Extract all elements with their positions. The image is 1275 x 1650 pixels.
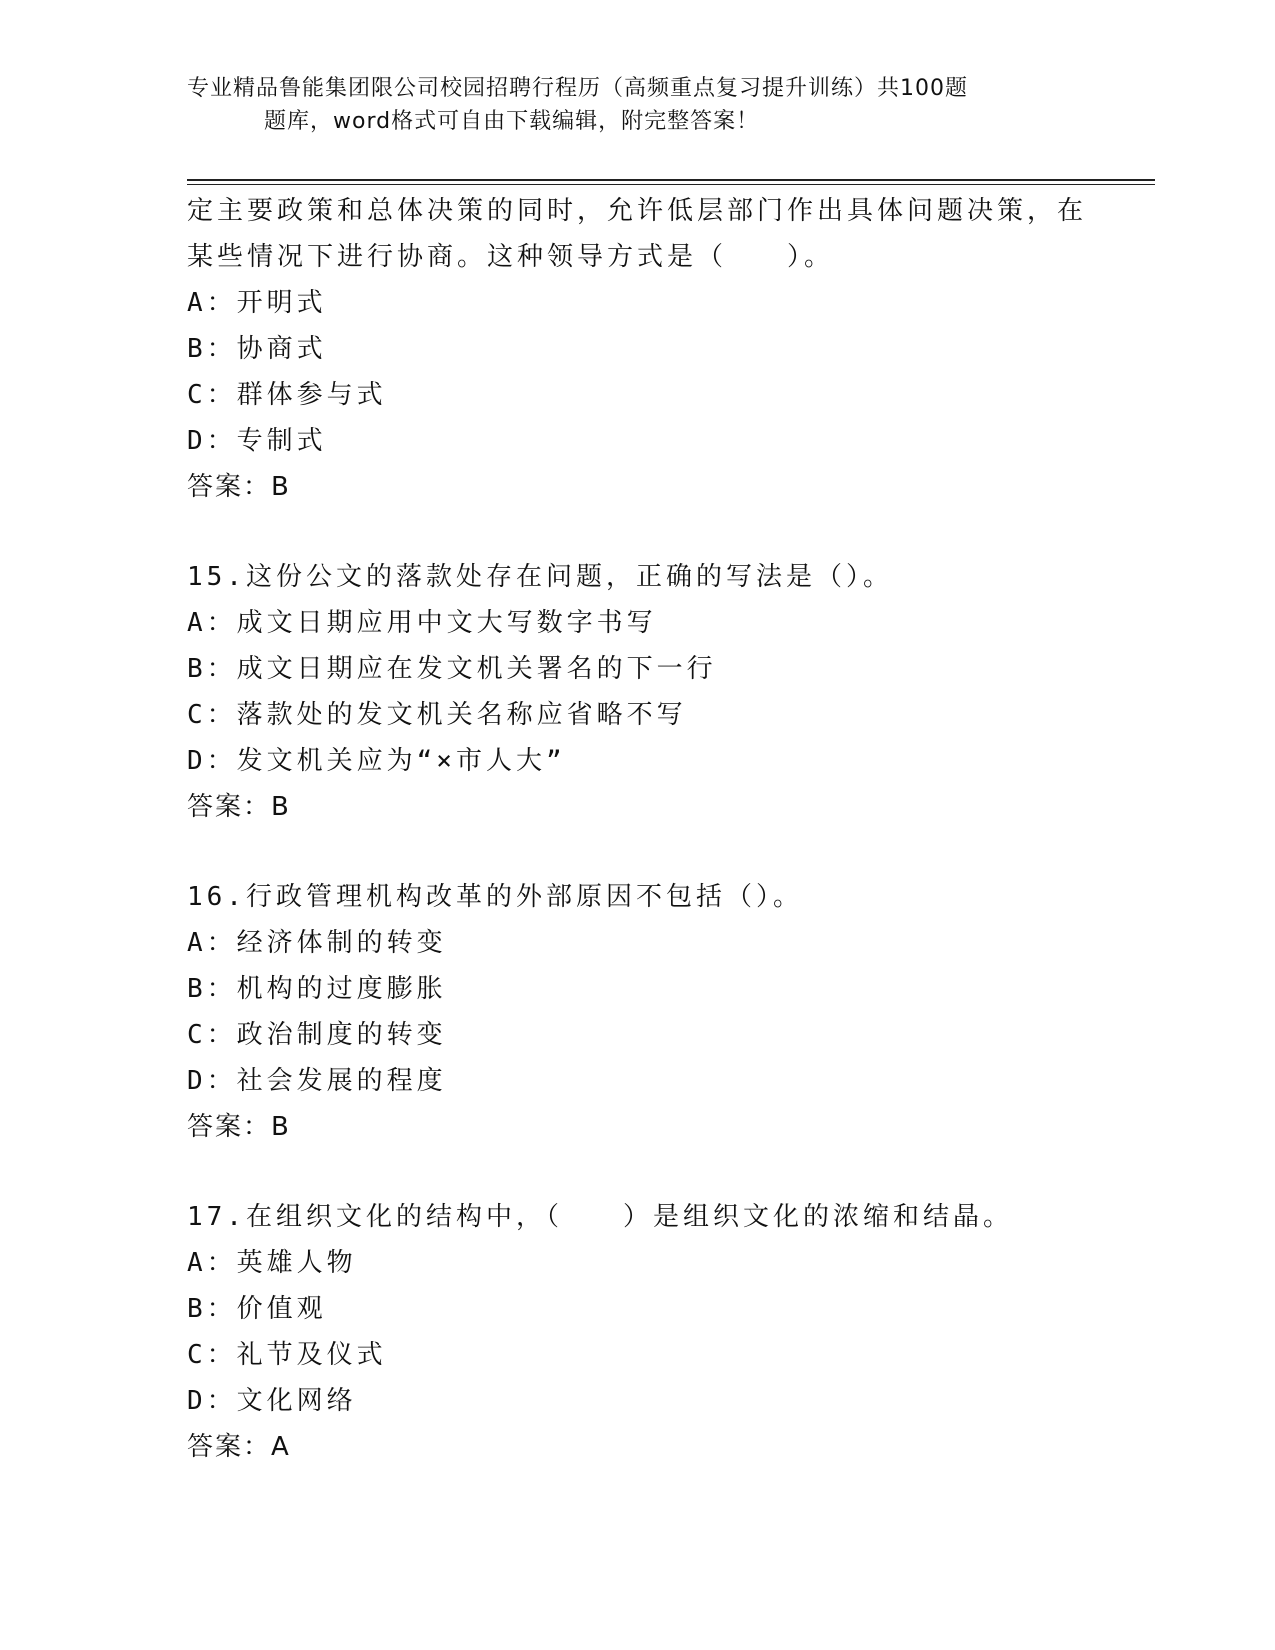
spacer [187, 830, 1147, 874]
header-title-line2: 题库，word格式可自由下载编辑，附完整答案！ [264, 109, 760, 134]
option-d: D：发文机关应为“×市人大” [187, 746, 566, 776]
option-d: D：专制式 [187, 426, 327, 456]
option-b: B：机构的过度膨胀 [187, 974, 447, 1004]
option-b: B：成文日期应在发文机关署名的下一行 [187, 654, 717, 684]
option-b: B：协商式 [187, 334, 327, 364]
option-c: C：礼节及仪式 [187, 1340, 387, 1370]
document-header [187, 72, 1087, 138]
question-stem-line: 定主要政策和总体决策的同时，允许低层部门作出具体问题决策，在 [187, 196, 1088, 226]
question-stem-line: 某些情况下进行协商。这种领导方式是（ ）。 [187, 242, 835, 272]
option-d: D：文化网络 [187, 1386, 357, 1416]
header-divider-thin [187, 184, 1155, 185]
header-title-line1: 专业精品鲁能集团限公司校园招聘行程历（高频重点复习提升训练）共100题 [187, 76, 968, 101]
option-c: C：群体参与式 [187, 380, 387, 410]
option-b: B：价值观 [187, 1294, 327, 1324]
option-c: C：政治制度的转变 [187, 1020, 447, 1050]
spacer [187, 1150, 1147, 1194]
option-a: A：英雄人物 [187, 1248, 357, 1278]
question-stem: 17.在组织文化的结构中，（ ）是组织文化的浓缩和结晶。 [187, 1202, 1013, 1232]
question-list [187, 188, 1147, 1470]
option-a: A：成文日期应用中文大写数字书写 [187, 608, 657, 638]
option-a: A：经济体制的转变 [187, 928, 447, 958]
spacer [187, 510, 1147, 554]
answer-label: 答案：B [187, 792, 291, 822]
answer-label: 答案：A [187, 1432, 291, 1462]
option-d: D：社会发展的程度 [187, 1066, 447, 1096]
question-block-16 [187, 874, 1147, 1150]
option-c: C：落款处的发文机关名称应省略不写 [187, 700, 687, 730]
question-block-continued [187, 188, 1147, 510]
answer-label: 答案：B [187, 1112, 291, 1142]
answer-label: 答案：B [187, 472, 291, 502]
header-divider-thick [187, 179, 1155, 181]
question-stem: 15.这份公文的落款处存在问题，正确的写法是（）。 [187, 562, 893, 592]
option-a: A：开明式 [187, 288, 327, 318]
question-block-15 [187, 554, 1147, 830]
question-block-17 [187, 1194, 1147, 1470]
question-stem: 16.行政管理机构改革的外部原因不包括（）。 [187, 882, 803, 912]
